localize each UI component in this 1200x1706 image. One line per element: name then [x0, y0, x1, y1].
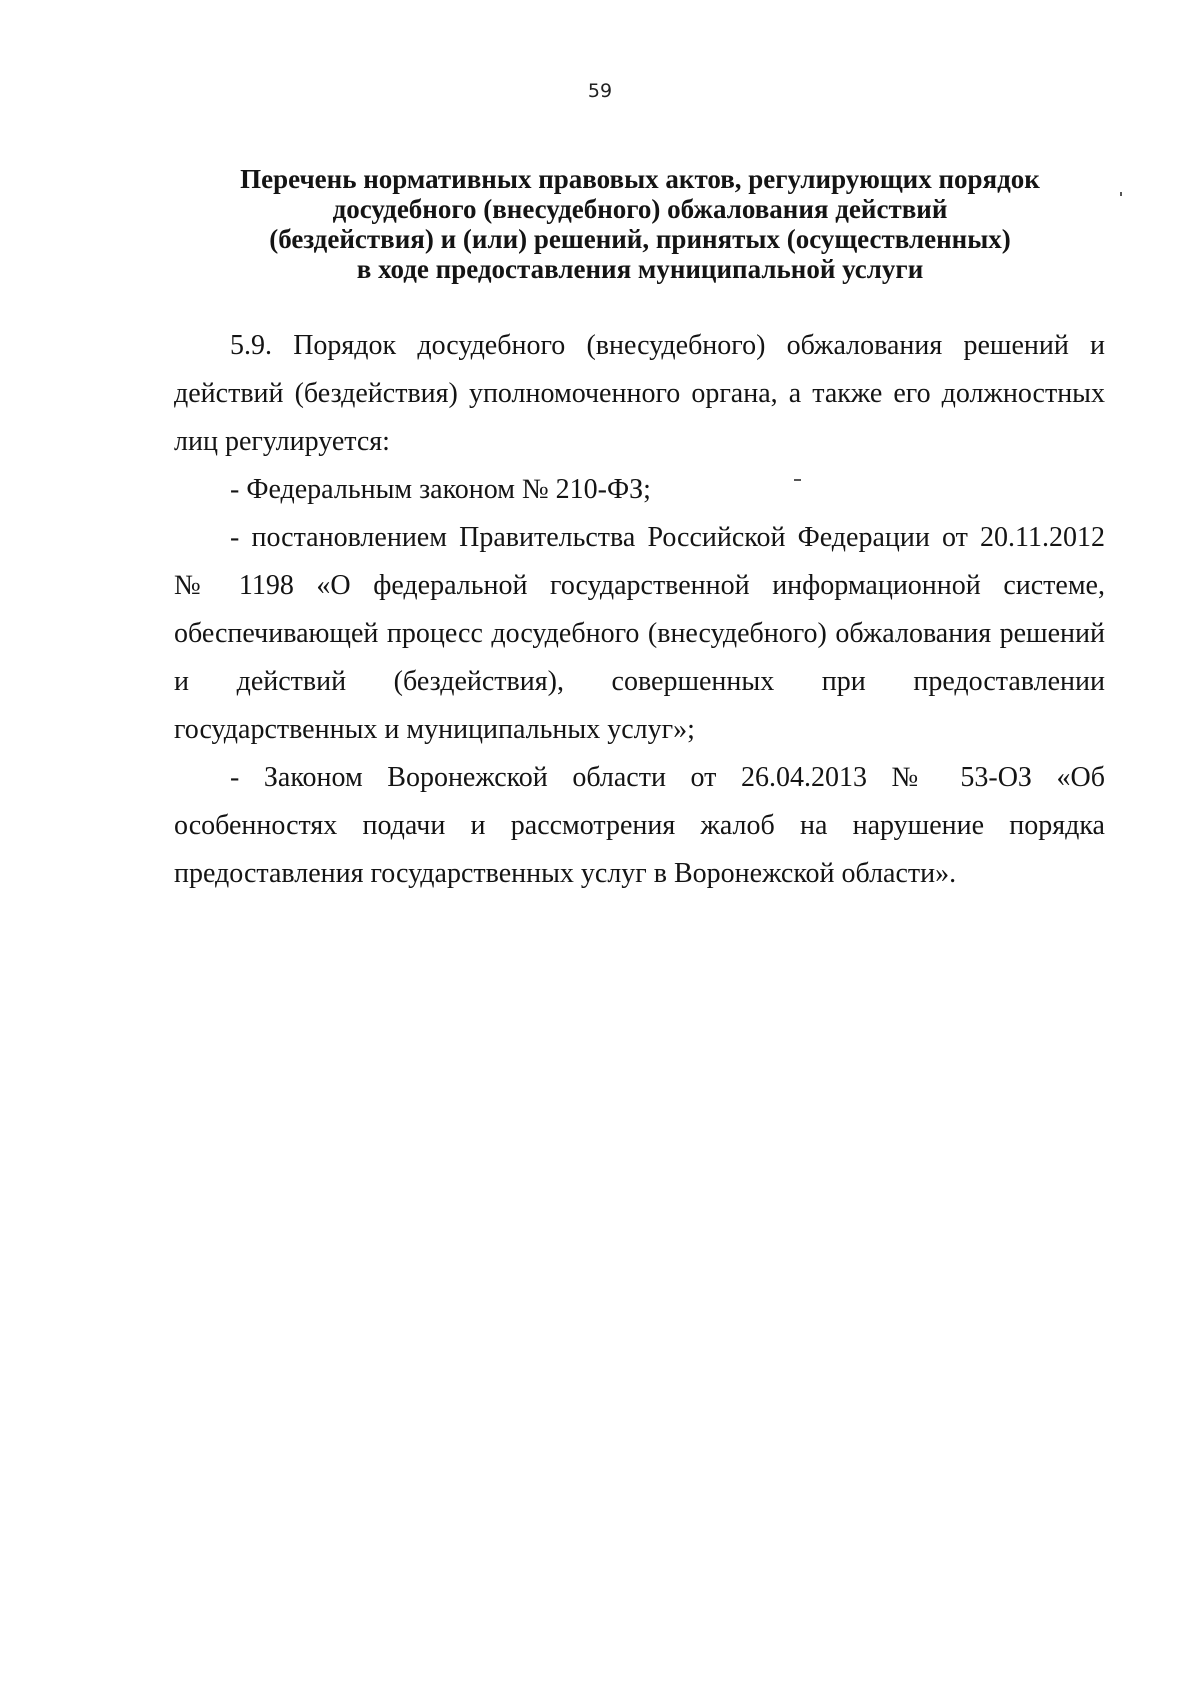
heading-line: (бездействия) и (или) решений, принятых (осуществленных)	[269, 224, 1011, 254]
heading-line: Перечень нормативных правовых актов, регулирующих порядок	[240, 164, 1040, 194]
page-number: 59	[587, 80, 613, 102]
list-item-federal-law: - Федеральным законом № 210-ФЗ;	[230, 474, 651, 505]
document-body	[174, 322, 1105, 898]
list-item-regional-law: - Законом Воронежской области от 26.04.2013 № 53-ОЗ «Об особенностях подачи и рассмотрения жалоб на нарушение порядка предоставления государственных услуг в Воронежской области».	[174, 762, 1105, 889]
heading-line: в ходе предоставления муниципальной услуги	[356, 254, 924, 284]
heading-line: досудебного (внесудебного) обжалования действий	[332, 194, 948, 224]
scan-artifact	[794, 479, 801, 481]
paragraph-intro: 5.9. Порядок досудебного (внесудебного) обжалования решений и действий (бездействия) уполномоченного органа, а также его должностных лиц регулируется:	[174, 330, 1105, 457]
list-item-government-decree: - постановлением Правительства Российской Федерации от 20.11.2012 № 1198 «О федеральной государственной информационной системе, обеспечивающей процесс досудебного (внесудебного) обжалования решений и действий (бездействия), совершенных при предоставлении государственных и муниципальных услуг»;	[174, 522, 1105, 745]
scan-artifact	[1120, 192, 1122, 196]
document-heading	[180, 164, 1100, 284]
